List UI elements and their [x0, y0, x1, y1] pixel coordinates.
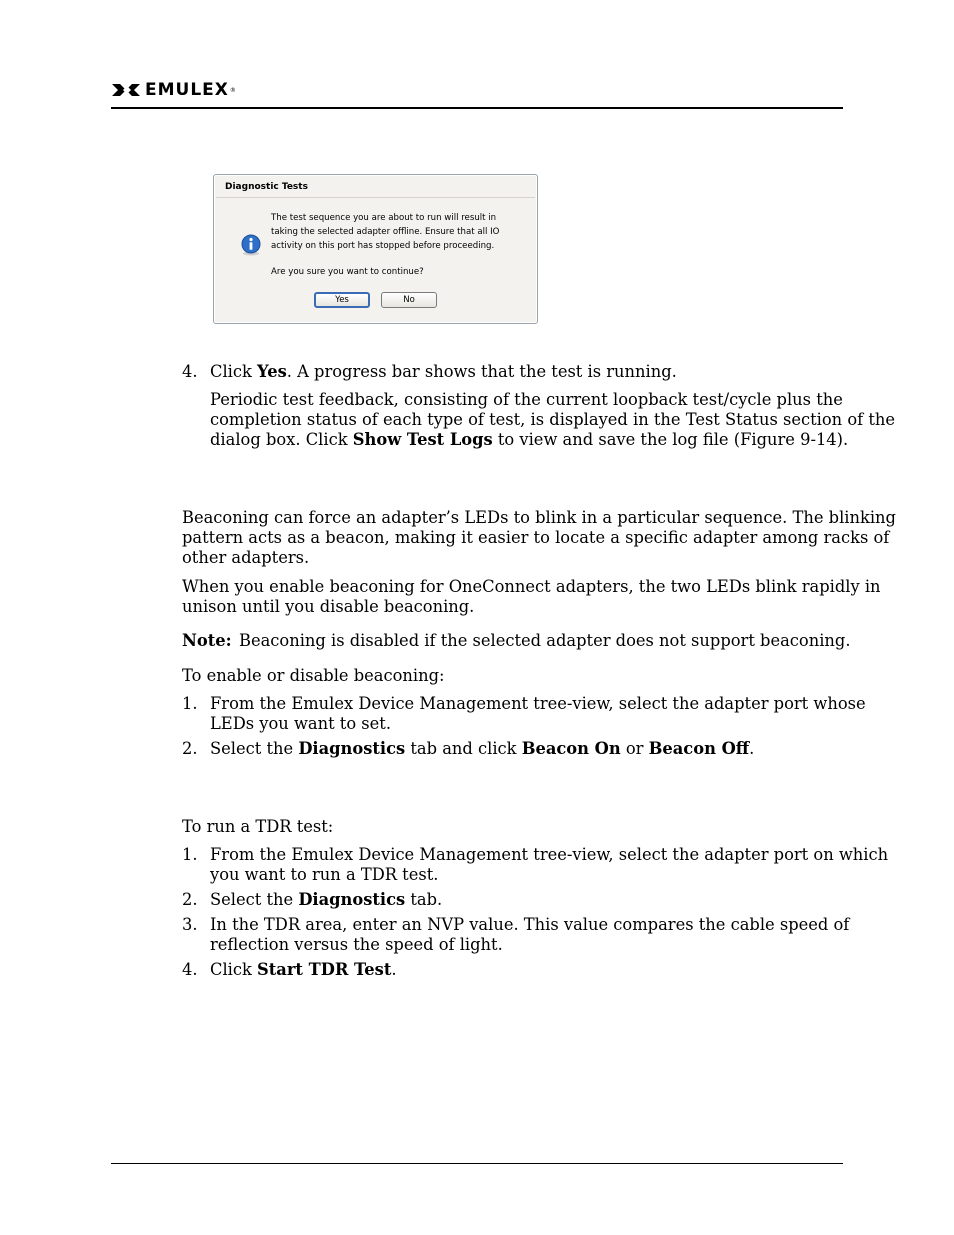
step-text: [210, 739, 754, 759]
text-run: . A progress bar shows that the test is running.: [286, 362, 677, 381]
text-run: Select the: [210, 739, 299, 758]
feedback-line: completion status of each type of test, is displayed in the Test Status section of the: [210, 410, 895, 429]
step-text: From the Emulex Device Management tree-view, select the adapter port whose: [210, 694, 866, 713]
text-run: .: [391, 960, 397, 979]
oneconnect-line: When you enable beaconing for OneConnect adapters, the two LEDs blink rapidly in: [182, 577, 881, 596]
oneconnect-line: unison until you disable beaconing.: [182, 597, 475, 616]
text-run: to view and save the log file (Figure 9-14).: [492, 430, 849, 449]
step-text: you want to run a TDR test.: [210, 865, 439, 884]
step-text: From the Emulex Device Management tree-view, select the adapter port on which: [210, 845, 889, 864]
step-text: In the TDR area, enter an NVP value. This value compares the cable speed of: [210, 915, 850, 934]
step-number: 3.: [182, 915, 198, 934]
dialog-title: Diagnostic Tests: [225, 182, 308, 192]
dialog-message: [271, 211, 521, 253]
step-number: 2.: [182, 890, 198, 909]
dialog-message-line: The test sequence you are about to run will result in: [271, 213, 497, 223]
footer-rule: [111, 1163, 843, 1164]
diagnostic-tests-dialog: [213, 174, 538, 324]
text-run: dialog box. Click: [210, 430, 353, 449]
bold-yes: Yes: [257, 362, 287, 381]
text-run: tab and click: [405, 739, 522, 758]
tdr-intro: To run a TDR test:: [182, 817, 334, 836]
bold-diagnostics: Diagnostics: [298, 739, 406, 758]
beacon-intro-line: Beaconing can force an adapter’s LEDs to blink in a particular sequence. The blinking: [182, 508, 896, 527]
emulex-logo-icon: [111, 82, 141, 98]
text-run: .: [749, 739, 755, 758]
dialog-question: Are you sure you want to continue?: [271, 267, 424, 277]
logo-registered-mark: ®: [229, 86, 236, 94]
text-run: or: [620, 739, 649, 758]
bold-beacon-on: Beacon On: [521, 739, 621, 758]
note-label: Note:: [182, 631, 232, 650]
feedback-line: [210, 430, 848, 450]
logo-text: EMULEX: [145, 80, 229, 100]
info-icon: [240, 234, 262, 256]
note: [182, 631, 232, 651]
feedback-line: Periodic test feedback, consisting of the current loopback test/cycle plus the: [210, 390, 843, 409]
bold-beacon-off: Beacon Off: [648, 739, 750, 758]
text-run: Select the: [210, 890, 299, 909]
bold-start-tdr-test: Start TDR Test: [257, 960, 392, 979]
yes-button[interactable]: Yes: [314, 292, 370, 308]
dialog-title-divider: [216, 197, 535, 198]
note-text: Beaconing is disabled if the selected adapter does not support beaconing.: [239, 631, 851, 650]
dialog-message-line: activity on this port has stopped before proceeding.: [271, 241, 495, 251]
beacon-intro-line: other adapters.: [182, 548, 310, 567]
step-text: LEDs you want to set.: [210, 714, 392, 733]
header-rule: [111, 107, 843, 109]
step-text: [210, 960, 397, 980]
dialog-message-line: taking the selected adapter offline. Ensure that all IO: [271, 227, 500, 237]
step-number: 1.: [182, 845, 198, 864]
step-number: 4.: [182, 960, 198, 979]
step-text: [210, 362, 677, 382]
text-run: Click: [210, 362, 258, 381]
beacon-steps-intro: To enable or disable beaconing:: [182, 666, 445, 685]
step-text: [210, 890, 442, 910]
text-run: tab.: [405, 890, 443, 909]
emulex-logo: [111, 80, 236, 100]
bold-diagnostics: Diagnostics: [298, 890, 406, 909]
step-number: 1.: [182, 694, 198, 713]
no-button[interactable]: No: [381, 292, 437, 308]
text-run: Click: [210, 960, 258, 979]
step-number: 2.: [182, 739, 198, 758]
bold-show-test-logs: Show Test Logs: [352, 430, 493, 449]
beacon-intro-line: pattern acts as a beacon, making it easier to locate a specific adapter among racks of: [182, 528, 890, 547]
step-text: reflection versus the speed of light.: [210, 935, 503, 954]
step-number: 4.: [182, 362, 198, 381]
